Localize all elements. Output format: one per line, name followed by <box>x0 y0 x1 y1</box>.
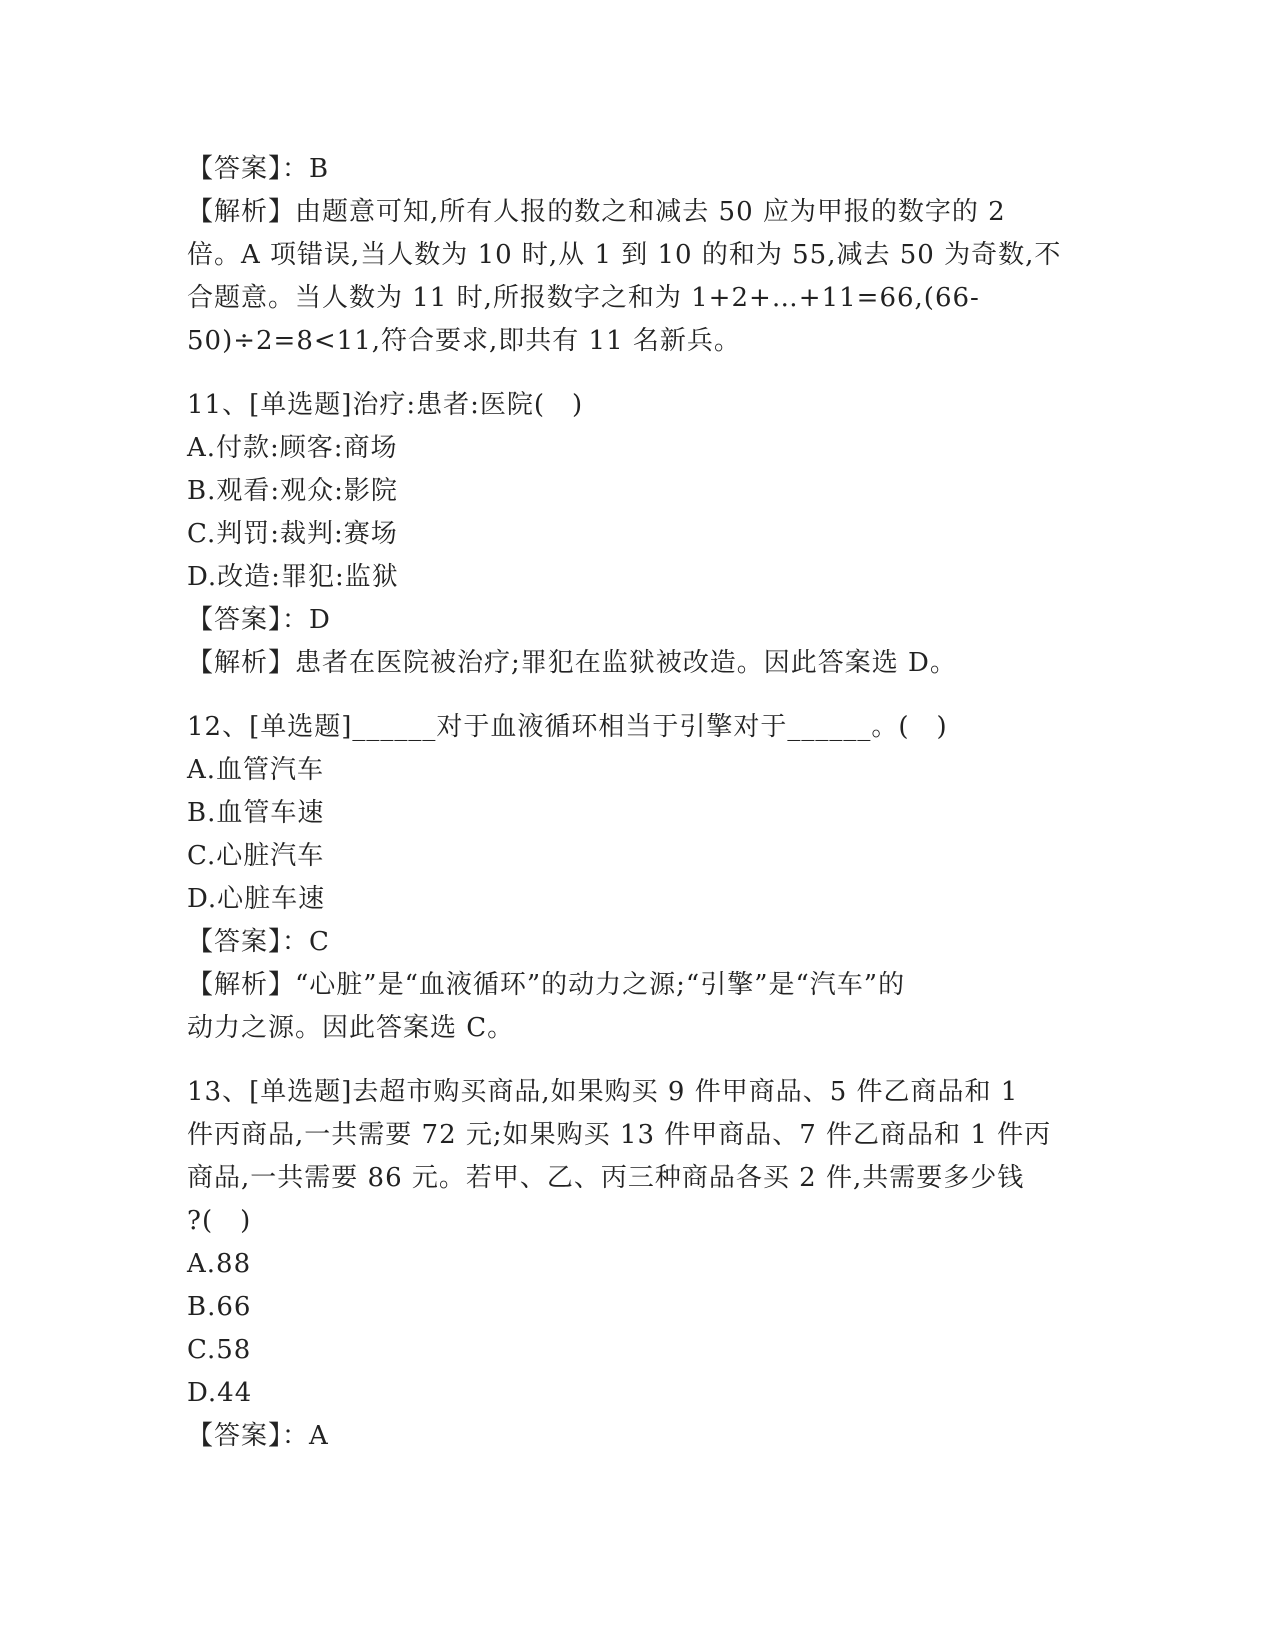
analysis-line: 【解析】患者在医院被治疗;罪犯在监狱被改造。因此答案选 D。 <box>187 648 957 678</box>
answer-line: 【答案】：B <box>187 154 330 184</box>
analysis-line: 动力之源。因此答案选 C。 <box>187 1013 515 1043</box>
question-13-block <box>187 1071 1087 1458</box>
prev-question-block <box>187 148 1087 363</box>
document-page <box>187 148 1087 1458</box>
option-d: D.44 <box>187 1378 253 1408</box>
answer-line: 【答案】：A <box>187 1421 329 1451</box>
option-b: B.血管车速 <box>187 798 325 828</box>
analysis-line: 合题意。当人数为 11 时,所报数字之和为 1+2+…+11=66,(66- <box>187 283 980 313</box>
option-a: A.血管汽车 <box>187 755 325 785</box>
option-c: C.58 <box>187 1335 252 1365</box>
answer-line: 【答案】：D <box>187 605 331 635</box>
option-a: A.88 <box>187 1249 252 1279</box>
question-stem: 12、[单选题]______对于血液循环相当于引擎对于______。( ) <box>187 712 948 742</box>
analysis-line: 50)÷2=8<11,符合要求,即共有 11 名新兵。 <box>187 326 741 356</box>
option-b: B.66 <box>187 1292 252 1322</box>
question-stem: 件丙商品,一共需要 72 元;如果购买 13 件甲商品、7 件乙商品和 1 件丙 <box>187 1120 1052 1150</box>
question-11-block <box>187 384 1087 685</box>
option-d: D.心脏车速 <box>187 884 326 914</box>
question-stem: 13、[单选题]去超市购买商品,如果购买 9 件甲商品、5 件乙商品和 1 <box>187 1077 1019 1107</box>
option-b: B.观看:观众:影院 <box>187 476 398 506</box>
option-d: D.改造:罪犯:监狱 <box>187 562 399 592</box>
answer-line: 【答案】：C <box>187 927 330 957</box>
question-12-block <box>187 706 1087 1050</box>
option-c: C.心脏汽车 <box>187 841 325 871</box>
analysis-line: 倍。A 项错误,当人数为 10 时,从 1 到 10 的和为 55,减去 50 为奇数,不 <box>187 240 1062 270</box>
analysis-line: 【解析】由题意可知,所有人报的数之和减去 50 应为甲报的数字的 2 <box>187 197 1006 227</box>
analysis-line: 【解析】“心脏”是“血液循环”的动力之源;“引擎”是“汽车”的 <box>187 970 906 1000</box>
option-c: C.判罚:裁判:赛场 <box>187 519 398 549</box>
question-stem: 商品,一共需要 86 元。若甲、乙、丙三种商品各买 2 件,共需要多少钱 <box>187 1163 1025 1193</box>
question-stem: ?( ) <box>187 1206 252 1236</box>
question-stem: 11、[单选题]治疗:患者:医院( ) <box>187 390 584 420</box>
option-a: A.付款:顾客:商场 <box>187 433 398 463</box>
